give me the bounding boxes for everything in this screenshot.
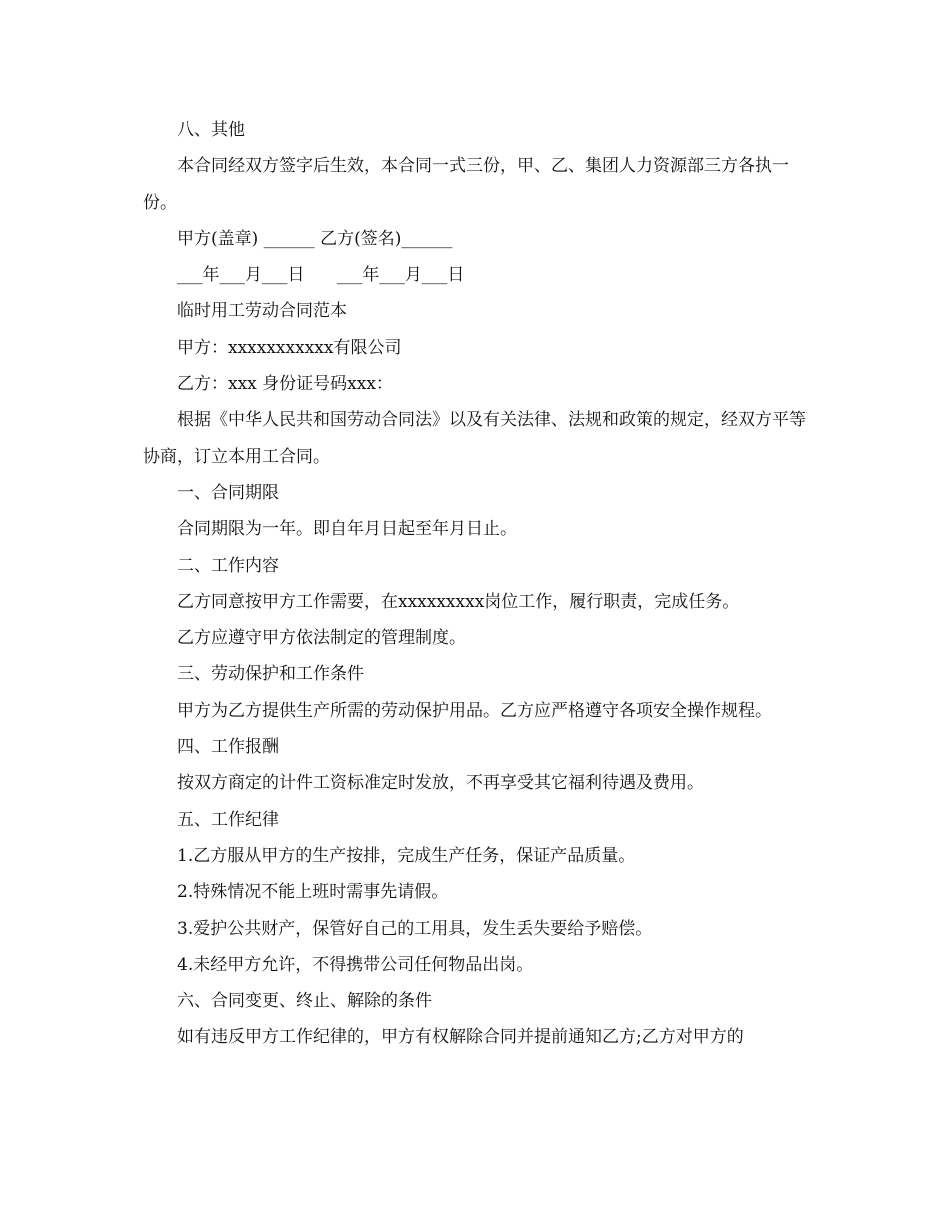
paragraph-work-content: 乙方同意按甲方工作需要，在xxxxxxxxx岗位工作，履行职责，完成任务。 — [177, 591, 740, 612]
section-heading-other: 八、其他 — [177, 120, 245, 140]
list-item: 3.爱护公共财产，保管好自己的工用具，发生丢失要给予赔偿。 — [177, 918, 653, 939]
section-heading-pay: 四、工作报酬 — [177, 737, 279, 758]
list-item: 1.乙方服从甲方的生产按排，完成生产任务，保证产品质量。 — [177, 845, 636, 866]
paragraph-legal-basis: 根据《中华人民共和国劳动合同法》以及有关法律、法规和政策的规定，经双方平等协商，订立本用工合同。 — [143, 410, 806, 467]
document-title: 临时用工劳动合同范本 — [177, 301, 347, 322]
paragraph-change: 如有违反甲方工作纪律的，甲方有权解除合同并提前通知乙方;乙方对甲方的 — [177, 1027, 744, 1048]
section-heading-term: 一、合同期限 — [177, 482, 279, 503]
paragraph-effective-clause: 本合同经双方签字后生效，本合同一式三份，甲、乙、集团人力资源部三方各执一份。 — [143, 156, 789, 213]
paragraph-term: 合同期限为一年。即自年月日起至年月日止。 — [177, 519, 517, 540]
paragraph-pay: 按双方商定的计件工资标准定时发放，不再享受其它福利待遇及费用。 — [177, 773, 704, 794]
list-item: 2.特殊情况不能上班时需事先请假。 — [177, 882, 449, 903]
paragraph-protection: 甲方为乙方提供生产所需的劳动保护用品。乙方应严格遵守各项安全操作规程。 — [177, 700, 772, 721]
paragraph-rules: 乙方应遵守甲方依法制定的管理制度。 — [177, 628, 466, 649]
document-body — [143, 112, 807, 1056]
section-heading-discipline: 五、工作纪律 — [177, 809, 279, 830]
signature-line: 甲方(盖章) ______ 乙方(签名)______ — [177, 228, 453, 249]
section-heading-work-content: 二、工作内容 — [177, 555, 279, 576]
list-item: 4.未经甲方允许，不得携带公司任何物品出岗。 — [177, 954, 534, 975]
section-heading-change: 六、合同变更、终止、解除的条件 — [177, 991, 432, 1012]
date-line: ___年___月___日 ___年___月___日 — [177, 265, 465, 286]
party-a-line: 甲方：xxxxxxxxxxx有限公司 — [177, 337, 402, 358]
party-b-line: 乙方：xxx 身份证号码xxx： — [177, 374, 393, 395]
section-heading-protection: 三、劳动保护和工作条件 — [177, 664, 364, 685]
